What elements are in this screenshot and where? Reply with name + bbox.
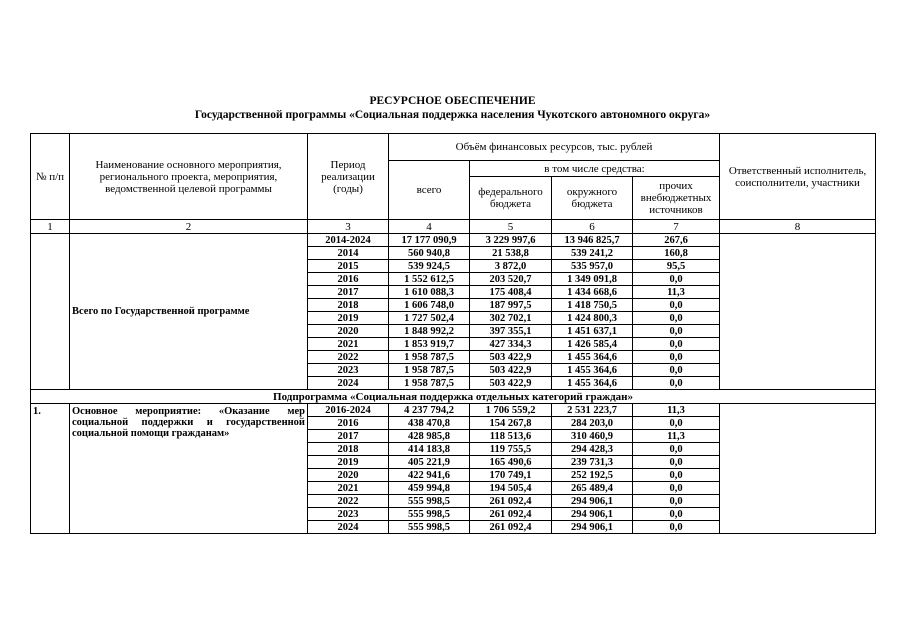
header-name: Наименование основного мероприятия, регионального проекта, мероприятия, ведомственной целевой программы (70, 134, 308, 220)
cell-total: 555 998,5 (389, 495, 470, 508)
cell-other: 160,8 (633, 247, 720, 260)
cell-other: 0,0 (633, 351, 720, 364)
cell-district: 1 455 364,6 (552, 377, 633, 390)
cell-district: 294 906,1 (552, 521, 633, 534)
cell-district: 294 906,1 (552, 508, 633, 521)
cell-period: 2018 (308, 443, 389, 456)
cell-other: 0,0 (633, 364, 720, 377)
cell-period: 2019 (308, 456, 389, 469)
resource-table (30, 133, 876, 534)
header-including: в том числе средства: (470, 161, 720, 177)
column-number: 3 (308, 220, 389, 234)
column-number: 7 (633, 220, 720, 234)
cell-federal: 397 355,1 (470, 325, 552, 338)
cell-other: 0,0 (633, 508, 720, 521)
cell-period: 2022 (308, 351, 389, 364)
cell-federal: 261 092,4 (470, 508, 552, 521)
cell-federal: 1 706 559,2 (470, 404, 552, 417)
cell-period: 2016-2024 (308, 404, 389, 417)
cell-district: 310 460,9 (552, 430, 633, 443)
cell-period: 2015 (308, 260, 389, 273)
cell-total: 555 998,5 (389, 521, 470, 534)
cell-total: 428 985,8 (389, 430, 470, 443)
cell-total: 560 940,8 (389, 247, 470, 260)
cell-district: 1 434 668,6 (552, 286, 633, 299)
cell-period: 2017 (308, 286, 389, 299)
cell-other: 0,0 (633, 456, 720, 469)
cell-total: 1 727 502,4 (389, 312, 470, 325)
cell-period: 2018 (308, 299, 389, 312)
cell-total: 1 958 787,5 (389, 351, 470, 364)
cell-federal: 3 229 997,6 (470, 234, 552, 247)
cell-total: 4 237 794,2 (389, 404, 470, 417)
cell-total: 459 994,8 (389, 482, 470, 495)
header-other: прочих внебюджетных источников (633, 177, 720, 220)
column-number: 1 (31, 220, 70, 234)
cell-other: 0,0 (633, 325, 720, 338)
cell-district: 239 731,3 (552, 456, 633, 469)
column-number: 6 (552, 220, 633, 234)
cell-other: 267,6 (633, 234, 720, 247)
cell-district: 1 455 364,6 (552, 364, 633, 377)
cell-other: 0,0 (633, 417, 720, 430)
cell-district: 2 531 223,7 (552, 404, 633, 417)
cell-total: 1 958 787,5 (389, 377, 470, 390)
cell-period: 2023 (308, 508, 389, 521)
cell-federal: 175 408,4 (470, 286, 552, 299)
cell-district: 294 906,1 (552, 495, 633, 508)
cell-other: 0,0 (633, 273, 720, 286)
cell-period: 2022 (308, 495, 389, 508)
cell-federal: 187 997,5 (470, 299, 552, 312)
cell-district: 252 192,5 (552, 469, 633, 482)
cell-responsible (720, 234, 876, 390)
cell-period: 2020 (308, 325, 389, 338)
cell-other: 0,0 (633, 495, 720, 508)
cell-period: 2024 (308, 521, 389, 534)
cell-district: 294 428,3 (552, 443, 633, 456)
cell-other: 0,0 (633, 521, 720, 534)
header-responsible: Ответственный исполнитель, соисполнители, участники (720, 134, 876, 220)
cell-total: 1 552 612,5 (389, 273, 470, 286)
measure-label: Основное мероприятие: «Оказание мер социальной поддержки и государственной социальной помощи гражданам» (70, 404, 308, 534)
cell-district: 284 203,0 (552, 417, 633, 430)
cell-other: 0,0 (633, 443, 720, 456)
cell-total: 438 470,8 (389, 417, 470, 430)
cell-num (31, 234, 70, 390)
cell-other: 95,5 (633, 260, 720, 273)
cell-total: 414 183,8 (389, 443, 470, 456)
cell-total: 1 606 748,0 (389, 299, 470, 312)
cell-federal: 21 538,8 (470, 247, 552, 260)
cell-period: 2014 (308, 247, 389, 260)
cell-period: 2021 (308, 482, 389, 495)
cell-district: 1 426 585,4 (552, 338, 633, 351)
cell-responsible (720, 404, 876, 534)
cell-federal: 154 267,8 (470, 417, 552, 430)
cell-district: 1 424 800,3 (552, 312, 633, 325)
column-number: 4 (389, 220, 470, 234)
cell-period: 2016 (308, 417, 389, 430)
column-number: 5 (470, 220, 552, 234)
document-subtitle: Государственной программы «Социальная поддержка населения Чукотского автономного округа» (194, 109, 711, 121)
header-num: № п/п (31, 134, 70, 220)
cell-district: 535 957,0 (552, 260, 633, 273)
cell-other: 0,0 (633, 312, 720, 325)
cell-federal: 503 422,9 (470, 351, 552, 364)
cell-total: 1 610 088,3 (389, 286, 470, 299)
cell-other: 0,0 (633, 469, 720, 482)
cell-district: 1 455 364,6 (552, 351, 633, 364)
header-district: окружного бюджета (552, 177, 633, 220)
program-total-section (31, 234, 876, 390)
cell-other: 0,0 (633, 482, 720, 495)
cell-federal: 427 334,3 (470, 338, 552, 351)
measure-number: 1. (31, 404, 70, 534)
cell-period: 2021 (308, 338, 389, 351)
header-total: всего (389, 161, 470, 220)
cell-federal: 503 422,9 (470, 364, 552, 377)
cell-other: 11,3 (633, 404, 720, 417)
header-federal: федерального бюджета (470, 177, 552, 220)
cell-period: 2014-2024 (308, 234, 389, 247)
header-volume: Объём финансовых ресурсов, тыс. рублей (389, 134, 720, 161)
cell-district: 1 349 091,8 (552, 273, 633, 286)
column-number: 2 (70, 220, 308, 234)
document-title: РЕСУРСНОЕ ОБЕСПЕЧЕНИЕ (369, 95, 536, 107)
subprogram-title: Подпрограмма «Социальная поддержка отдельных категорий граждан» (31, 390, 876, 404)
cell-federal: 302 702,1 (470, 312, 552, 325)
cell-federal: 194 505,4 (470, 482, 552, 495)
cell-period: 2019 (308, 312, 389, 325)
cell-district: 265 489,4 (552, 482, 633, 495)
cell-period: 2024 (308, 377, 389, 390)
cell-district: 1 418 750,5 (552, 299, 633, 312)
cell-period: 2023 (308, 364, 389, 377)
cell-total: 539 924,5 (389, 260, 470, 273)
cell-federal: 170 749,1 (470, 469, 552, 482)
cell-federal: 118 513,6 (470, 430, 552, 443)
cell-federal: 165 490,6 (470, 456, 552, 469)
cell-total: 555 998,5 (389, 508, 470, 521)
column-number: 8 (720, 220, 876, 234)
cell-period: 2016 (308, 273, 389, 286)
cell-period: 2020 (308, 469, 389, 482)
cell-federal: 503 422,9 (470, 377, 552, 390)
cell-total: 17 177 090,9 (389, 234, 470, 247)
cell-total: 405 221,9 (389, 456, 470, 469)
cell-other: 0,0 (633, 299, 720, 312)
cell-other: 0,0 (633, 377, 720, 390)
cell-total: 1 848 992,2 (389, 325, 470, 338)
cell-federal: 119 755,5 (470, 443, 552, 456)
cell-period: 2017 (308, 430, 389, 443)
cell-federal: 203 520,7 (470, 273, 552, 286)
table-row (31, 404, 876, 417)
cell-federal: 3 872,0 (470, 260, 552, 273)
cell-total: 1 853 919,7 (389, 338, 470, 351)
header-period: Период реализации (годы) (308, 134, 389, 220)
cell-federal: 261 092,4 (470, 521, 552, 534)
cell-total: 1 958 787,5 (389, 364, 470, 377)
cell-other: 11,3 (633, 430, 720, 443)
cell-other: 0,0 (633, 338, 720, 351)
cell-district: 539 241,2 (552, 247, 633, 260)
cell-other: 11,3 (633, 286, 720, 299)
cell-total: 422 941,6 (389, 469, 470, 482)
cell-district: 13 946 825,7 (552, 234, 633, 247)
table-row (31, 234, 876, 247)
cell-federal: 261 092,4 (470, 495, 552, 508)
measure-section (31, 404, 876, 534)
cell-district: 1 451 637,1 (552, 325, 633, 338)
program-total-label: Всего по Государственной программе (70, 234, 308, 390)
